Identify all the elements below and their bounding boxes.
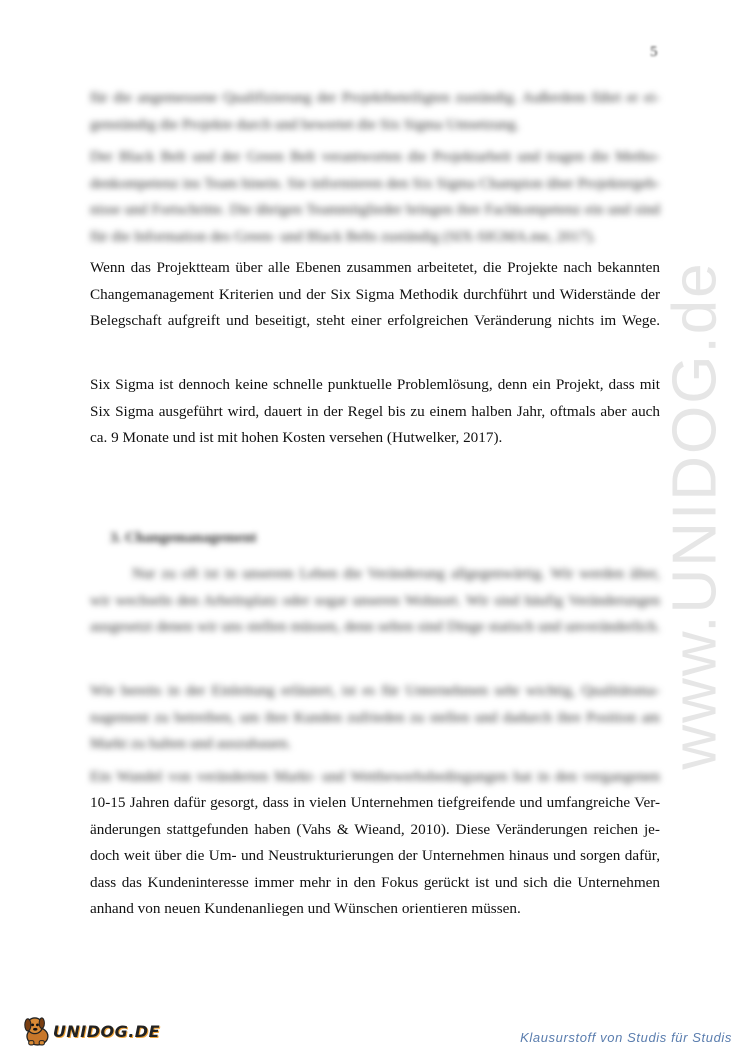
text-line: 10-15 Jahren dafür gesorgt, dass in vielen Unternehmen tiefgreifende und umfangreiche Ver- — [90, 794, 660, 811]
footer-tagline: Klausurstoff von Studis für Studis — [520, 1030, 732, 1045]
blurred-line: Der Black Belt und der Green Belt verantworten die Projektarbeit und tragen die Metho- — [90, 148, 660, 166]
blurred-section-block-2 — [90, 678, 660, 790]
blurred-line: nagement zu betreiben, um ihre Kunden zufrieden zu stellen und dadurch ihre Position am — [90, 708, 660, 726]
logo-text: UNIDOG.DE — [52, 1021, 160, 1041]
watermark — [640, 260, 750, 770]
blurred-line: genständig die Projekte durch und bewertet die Six Sigma Umsetzung. — [90, 115, 520, 133]
section-heading: 3. Changemanagement — [110, 530, 257, 546]
watermark-text: www.UNIDOG.de — [660, 260, 730, 770]
blurred-line: für die Information des Green- und Black Belts zuständig (SIX-SIGMA.me, 2017). — [90, 227, 596, 245]
blurred-line: wir wechseln den Arbeitsplatz oder sogar unseren Wohnort. Wir sind häufig Veränderungen — [90, 591, 660, 609]
blurred-line: Ein Wandel von veränderten Markt- und Wettbewerbsbedingungen hat in den vergangenen — [90, 767, 660, 785]
paragraph-change-conditions — [90, 790, 660, 923]
dog-mascot-icon — [20, 1011, 55, 1051]
page-number: 5 — [650, 44, 658, 60]
unidog-logo[interactable] — [20, 1010, 160, 1052]
text-line: Belegschaft aufgreift und beseitigt, steht einer erfolgreichen Veränderung nichts im Wege. — [90, 312, 660, 330]
text-line: Six Sigma ausgeführt wird, dauert in der Regel bis zu einem halben Jahr, oftmals aber auch — [90, 402, 660, 420]
blurred-line: Markt zu halten und auszubauen. — [90, 735, 292, 753]
text-line: Changemanagement Kriterien und der Six Sigma Methodik durchführt und Widerstände der — [90, 285, 660, 303]
blurred-section-block — [90, 561, 660, 641]
blurred-line: denkompetenz ins Team hinein. Sie informieren den Six Sigma Champion über Projektergeb- — [90, 174, 660, 192]
blurred-line: für die angemessene Qualifizierung der Projektbeteiligten zuständig. Außerdem führt er ei- — [90, 89, 660, 106]
blurred-line: Wie bereits in der Einleitung erläutert, ist es für Unternehmen sehr wichtig, Qualitätsma- — [90, 682, 660, 699]
blurred-intro-block — [90, 85, 660, 251]
blurred-line: Nur zu oft ist in unserem Leben die Veränderung allgegenwärtig. Wir werden älter, — [132, 565, 660, 582]
paragraph-six-sigma-duration — [90, 372, 660, 452]
text-line: Six Sigma ist dennoch keine schnelle punktuelle Problemlösung, denn ein Projekt, dass mit — [90, 376, 660, 393]
text-line: änderungen stattgefunden haben (Vahs & Wieand, 2010). Diese Veränderungen reichen je- — [90, 820, 660, 838]
text-line: anhand von neuen Kundenanliegen und Wünschen orientieren müssen. — [90, 900, 521, 918]
text-line: doch weit über die Um- und Neustrukturierungen der Unternehmen hinaus und sorgen dafür, — [90, 847, 660, 865]
text-line: dass das Kundeninteresse immer mehr in den Fokus gerückt ist und sich die Unternehmen — [90, 873, 660, 891]
paragraph-project-team — [90, 255, 660, 335]
text-line: ca. 9 Monate und ist mit hohen Kosten versehen (Hutwelker, 2017). — [90, 429, 503, 447]
text-line: Wenn das Projektteam über alle Ebenen zusammen arbeitetet, die Projekte nach bekannten — [90, 259, 660, 276]
blurred-line: ausgesetzt denen wir uns stellen müssen, denn selten sind Dinge statisch und unveränderlich. — [90, 618, 660, 636]
blurred-line: nisse und Fortschritte. Die übrigen Teammitglieder bringen ihre Fachkompetenz ein und sind — [90, 201, 660, 219]
